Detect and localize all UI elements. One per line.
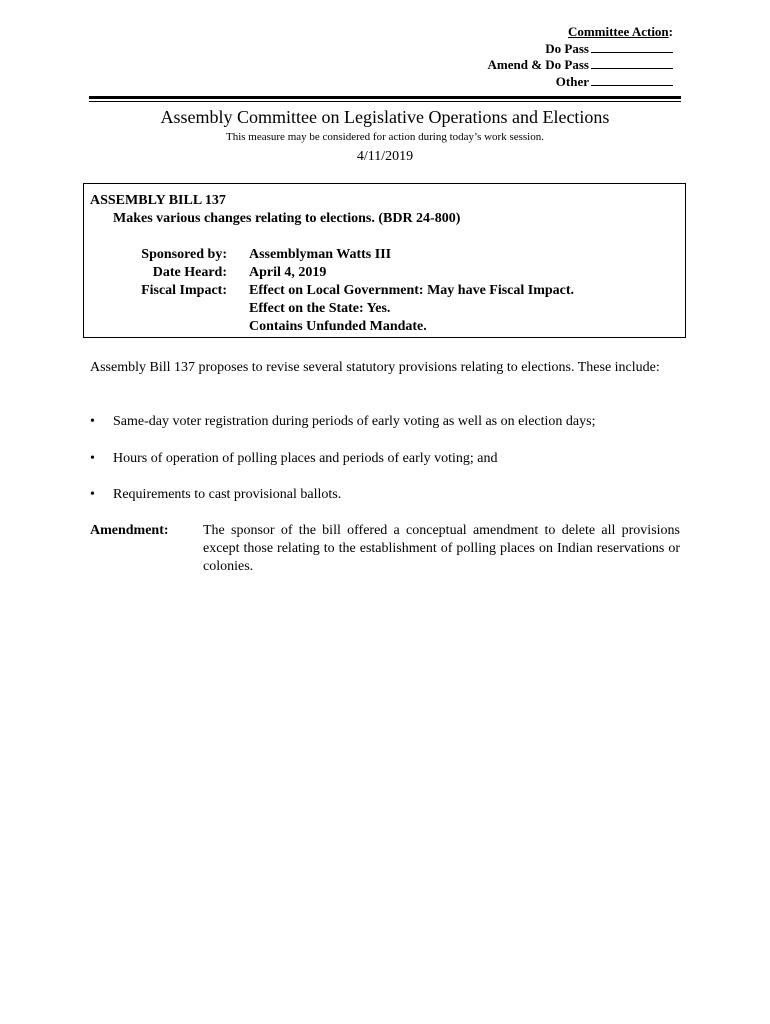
amendment-label: Amendment:: [90, 523, 169, 538]
bullet-icon: •: [90, 414, 95, 429]
amendment-text: The sponsor of the bill offered a conceptual amendment to delete all provisions except those relating to the establishment of polling places on Indian reservations or colonies.: [203, 523, 680, 574]
amend-do-pass-label: Amend & Do Pass: [487, 57, 589, 72]
committee-action-block: [488, 24, 673, 90]
do-pass-label: Do Pass: [545, 40, 589, 56]
amend-do-pass-row: [488, 57, 673, 74]
bill-intro-paragraph: Assembly Bill 137 proposes to revise several statutory provisions relating to elections. These include:: [90, 360, 660, 375]
bill-title: ASSEMBLY BILL 137: [90, 193, 226, 208]
bullet-icon: •: [90, 487, 95, 502]
fiscal-local-value: Effect on Local Government: May have Fiscal Impact.: [249, 283, 575, 298]
other-row: [488, 74, 673, 91]
list-item-text: Requirements to cast provisional ballots.: [113, 487, 342, 502]
fiscal-mandate-value: Contains Unfunded Mandate.: [249, 319, 427, 334]
work-session-note: This measure may be considered for action during today’s work session.: [225, 131, 544, 143]
do-pass-blank: [591, 41, 673, 53]
list-item-text: Same-day voter registration during periods of early voting as well as on election days;: [113, 414, 596, 429]
list-item-text: Hours of operation of polling places and periods of early voting; and: [113, 451, 498, 466]
bullet-icon: •: [90, 451, 95, 466]
sponsored-by-value: Assemblyman Watts III: [249, 247, 392, 262]
date-heard-value: April 4, 2019: [249, 265, 327, 280]
bill-description: Makes various changes relating to elections. (BDR 24-800): [113, 211, 461, 226]
fiscal-impact-label: Fiscal Impact:: [141, 283, 227, 298]
amend-do-pass-blank: [591, 57, 673, 69]
header-rule-thin: [89, 101, 681, 102]
other-label: Other: [555, 73, 589, 89]
header-rule-thick: [89, 96, 681, 99]
session-date: 4/11/2019: [356, 149, 414, 164]
other-blank: [591, 74, 673, 86]
fiscal-state-value: Effect on the State: Yes.: [249, 301, 391, 316]
committee-action-title: Committee Action:: [567, 24, 673, 39]
date-heard-label: Date Heard:: [152, 265, 227, 280]
do-pass-row: [488, 41, 673, 58]
bill-summary-box: [83, 183, 686, 338]
bill-info-labels: [141, 246, 227, 300]
committee-name: Assembly Committee on Legislative Operations and Elections: [160, 107, 610, 127]
bill-info-values: [249, 246, 574, 336]
sponsored-by-label: Sponsored by:: [141, 247, 227, 262]
